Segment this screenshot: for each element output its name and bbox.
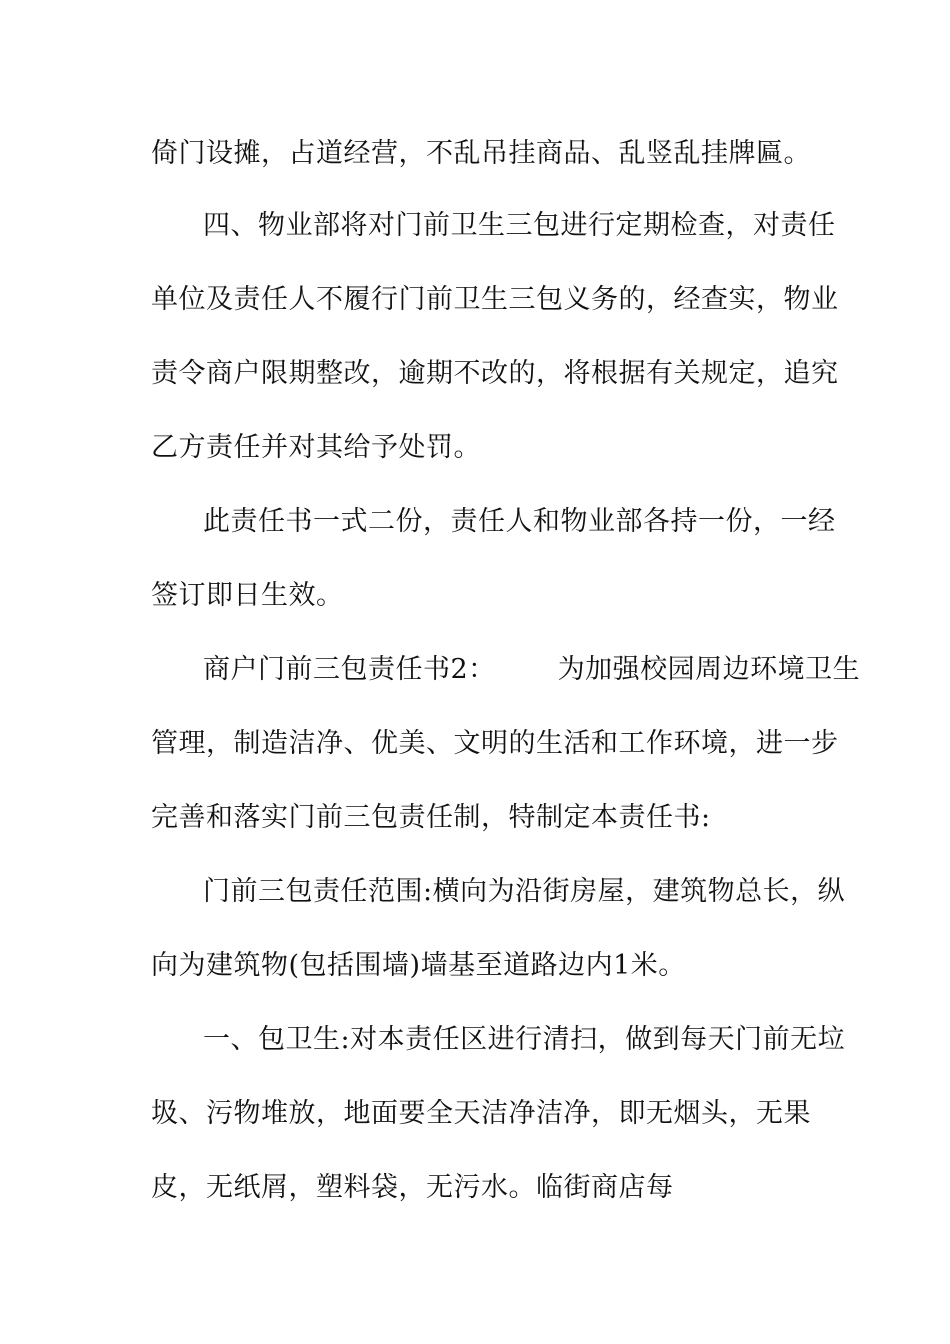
text-line: 倚门设摊，占道经营，不乱吊挂商品、乱竖乱挂牌匾。 bbox=[151, 138, 811, 169]
text-line: 单位及责任人不履行门前卫生三包义务的，经查实，物业 bbox=[151, 284, 839, 315]
text-line: 签订即日生效。 bbox=[151, 580, 344, 611]
text-line: 一、包卫生:对本责任区进行清扫，做到每天门前无垃 bbox=[203, 1024, 846, 1055]
text-line: 四、物业部将对门前卫生三包进行定期检查，对责任 bbox=[203, 210, 836, 241]
text-line: 皮，无纸屑，塑料袋，无污水。临街商店每 bbox=[151, 1172, 674, 1203]
text-line: 圾、污物堆放，地面要全天洁净洁净，即无烟头，无果 bbox=[151, 1098, 811, 1129]
text-line: 门前三包责任范围:横向为沿街房屋，建筑物总长，纵 bbox=[203, 876, 846, 907]
section-heading: 商户门前三包责任书2： bbox=[203, 654, 496, 685]
text-line-with-gap bbox=[203, 652, 860, 688]
text-line: 完善和落实门前三包责任制，特制定本责任书: bbox=[151, 802, 711, 833]
text-line: 乙方责任并对其给予处罚。 bbox=[151, 432, 481, 463]
text-segment: 为加强校园周边环境卫生 bbox=[557, 654, 861, 685]
text-line: 向为建筑物(包括围墙)墙基至道路边内1米。 bbox=[151, 950, 686, 981]
text-line: 管理，制造洁净、优美、文明的生活和工作环境，进一步 bbox=[151, 728, 839, 759]
text-line: 此责任书一式二份，责任人和物业部各持一份，一经 bbox=[203, 506, 836, 537]
text-line: 责令商户限期整改，逾期不改的，将根据有关规定，追究 bbox=[151, 358, 839, 389]
